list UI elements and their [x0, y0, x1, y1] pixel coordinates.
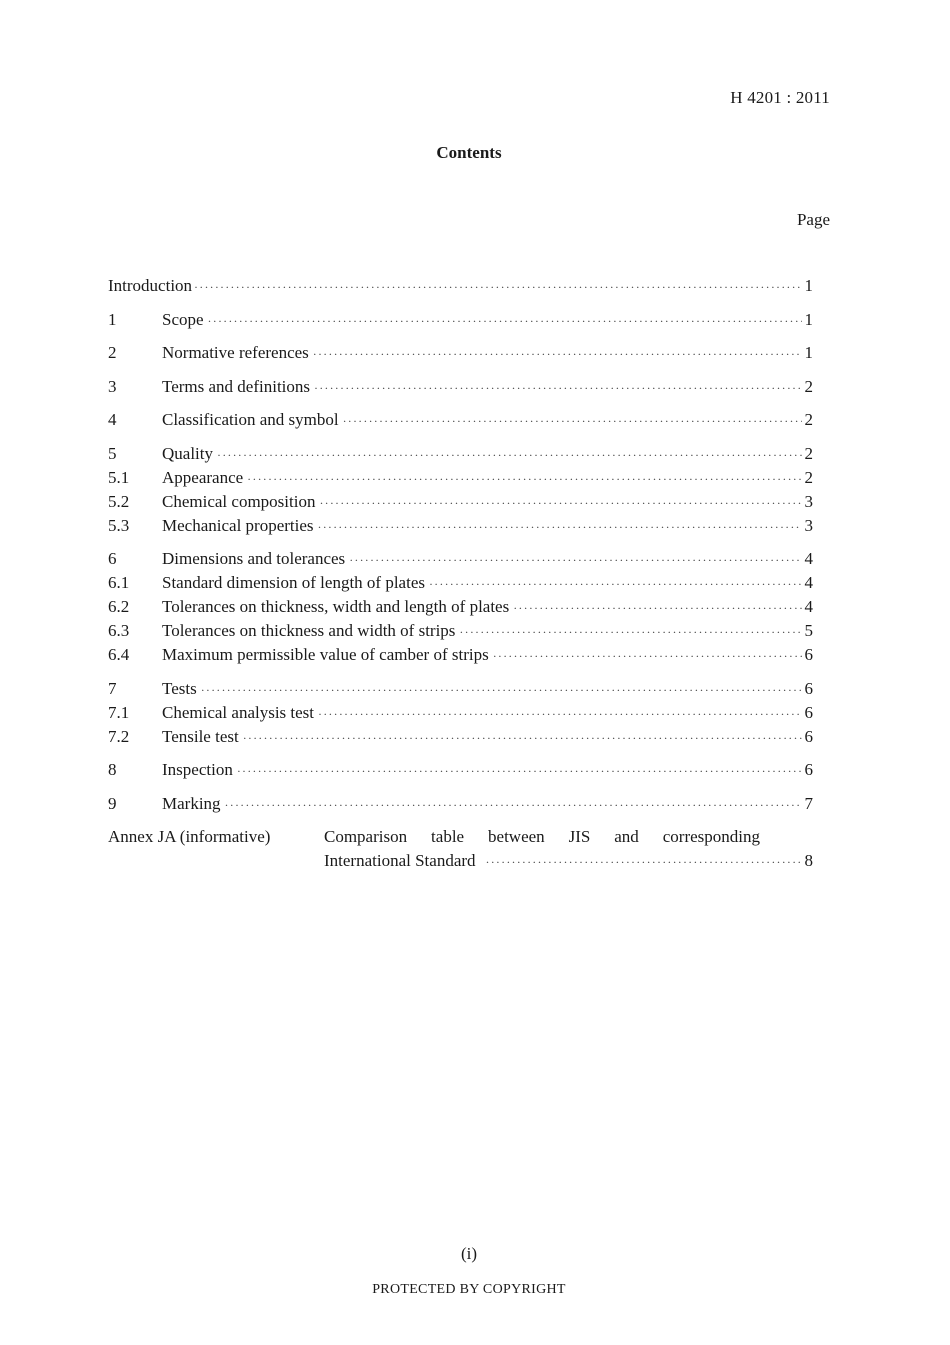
toc-entry-quality[interactable]: [108, 444, 813, 468]
toc-dot-leader: [318, 519, 802, 536]
footer-page-number: (i): [460, 1244, 478, 1263]
toc-entry-inspection[interactable]: [108, 760, 813, 784]
page-column-label: Page: [796, 210, 830, 229]
annex-label: Annex JA (informative): [108, 827, 271, 846]
toc-entry-title: Standard dimension of length of plates: [162, 573, 425, 592]
toc-entry-number: 6.1: [108, 573, 130, 592]
toc-entry-tensile-test[interactable]: [108, 727, 813, 751]
toc-entry-page: 6: [804, 645, 813, 664]
toc-entry-number: 7.2: [108, 727, 130, 746]
toc-entry-page: 2: [804, 410, 813, 429]
toc-entry-number: 7: [108, 679, 117, 698]
toc-entry-title: Terms and definitions: [162, 377, 311, 396]
toc-dot-leader: [513, 600, 802, 617]
toc-dot-leader: [217, 447, 802, 464]
toc-entry-title: Introduction: [108, 276, 193, 295]
toc-entry-page: 6: [804, 703, 813, 722]
toc-entry-number: 1: [108, 310, 117, 329]
toc-entry-title: Classification and symbol: [162, 410, 339, 429]
toc-entry-title: Dimensions and tolerances: [162, 549, 346, 568]
footer-copyright-notice: PROTECTED BY COPYRIGHT: [372, 1282, 566, 1297]
toc-entry-number: 7.1: [108, 703, 130, 722]
toc-entry-page: 6: [804, 679, 813, 698]
toc-entry-page: 1: [804, 276, 813, 295]
toc-entry-page: 3: [804, 492, 813, 511]
toc-entry-scope[interactable]: [108, 310, 813, 334]
annex-title-line-2-row: [324, 851, 813, 871]
toc-entry-number: 5: [108, 444, 117, 463]
toc-entry-title: Tolerances on thickness, width and length of plates: [162, 597, 510, 616]
toc-dot-leader: [313, 346, 802, 363]
toc-entry-number: 6.4: [108, 645, 130, 664]
toc-entry-title: Quality: [162, 444, 213, 463]
toc-dot-leader: [349, 552, 802, 569]
toc-entry-page: 1: [804, 310, 813, 329]
toc-entry-title: Mechanical properties: [162, 516, 314, 535]
toc-entry-introduction[interactable]: [108, 276, 813, 300]
toc-dot-leader: [318, 706, 802, 723]
toc-entry-normative-references[interactable]: [108, 343, 813, 367]
document-number: H 4201 : 2011: [730, 88, 830, 107]
toc-dot-leader: [225, 797, 802, 814]
toc-entry-title: Normative references: [162, 343, 309, 362]
toc-entry-number: 5.2: [108, 492, 130, 511]
toc-entry-standard-dimension-of-length[interactable]: [108, 573, 813, 597]
toc-entry-title: Marking: [162, 794, 221, 813]
toc-entry-marking[interactable]: [108, 794, 813, 818]
annex-title-line-2: International Standard: [324, 851, 476, 870]
toc-entry-page: 4: [804, 573, 813, 592]
toc-entry-title: Appearance: [162, 468, 244, 487]
toc-entry-page: 4: [804, 549, 813, 568]
toc-dot-leader: [243, 730, 802, 747]
toc-entry-appearance[interactable]: [108, 468, 813, 492]
toc-entry-page: 3: [804, 516, 813, 535]
toc-dot-leader: [486, 854, 802, 871]
toc-entry-title: Inspection: [162, 760, 233, 779]
toc-entry-chemical-composition[interactable]: [108, 492, 813, 516]
toc-entry-number: 6.2: [108, 597, 130, 616]
toc-entry-number: 6.3: [108, 621, 130, 640]
toc-entry-page: 6: [804, 727, 813, 746]
toc-entry-title: Tensile test: [162, 727, 239, 746]
toc-entry-page: 4: [804, 597, 813, 616]
toc-entry-page: 1: [804, 343, 813, 362]
annex-page: 8: [804, 851, 813, 870]
toc-entry-number: 9: [108, 794, 117, 813]
toc-entry-title: Tolerances on thickness and width of strips: [162, 621, 456, 640]
toc-entry-page: 7: [804, 794, 813, 813]
toc-entry-classification-and-symbol[interactable]: [108, 410, 813, 434]
toc-entry-title: Chemical composition: [162, 492, 316, 511]
toc-entry-number: 8: [108, 760, 117, 779]
toc-entry-tests[interactable]: [108, 679, 813, 703]
toc-entry-terms-and-definitions[interactable]: [108, 377, 813, 401]
toc-dot-leader: [319, 495, 802, 512]
toc-entry-title: Tests: [162, 679, 197, 698]
toc-dot-leader: [201, 682, 802, 699]
toc-entry-camber-of-strips[interactable]: [108, 645, 813, 669]
toc-dot-leader: [237, 763, 802, 780]
toc-entry-title: Scope: [162, 310, 204, 329]
toc-dot-leader: [429, 576, 802, 593]
toc-entry-page: 2: [804, 377, 813, 396]
toc-entry-page: 6: [804, 760, 813, 779]
toc-dot-leader: [314, 380, 802, 397]
toc-entry-number: 6: [108, 549, 117, 568]
toc-entry-number: 3: [108, 377, 117, 396]
toc-dot-leader: [208, 313, 802, 330]
toc-dot-leader: [493, 648, 802, 665]
contents-title: Contents: [436, 143, 502, 162]
toc-entry-dimensions-and-tolerances[interactable]: [108, 549, 813, 573]
toc-entry-page: 2: [804, 468, 813, 487]
annex-title-line-1: Comparison table between JIS and corresponding: [324, 827, 760, 846]
toc-dot-leader: [247, 471, 802, 488]
toc-entry-page: 2: [804, 444, 813, 463]
toc-dot-leader: [459, 624, 802, 641]
toc-entry-chemical-analysis-test[interactable]: [108, 703, 813, 727]
toc-entry-tolerances-strips[interactable]: [108, 621, 813, 645]
toc-entry-tolerances-plates[interactable]: [108, 597, 813, 621]
toc-entry-number: 5.3: [108, 516, 130, 535]
toc-entry-number: 5.1: [108, 468, 130, 487]
toc-entry-title: Maximum permissible value of camber of strips: [162, 645, 489, 664]
toc-dot-leader: [343, 413, 802, 430]
toc-entry-page: 5: [804, 621, 813, 640]
toc-entry-number: 2: [108, 343, 117, 362]
toc-entry-number: 4: [108, 410, 117, 429]
toc-entry-mechanical-properties[interactable]: [108, 516, 813, 540]
toc-entry-title: Chemical analysis test: [162, 703, 315, 722]
toc-dot-leader: [194, 279, 802, 296]
